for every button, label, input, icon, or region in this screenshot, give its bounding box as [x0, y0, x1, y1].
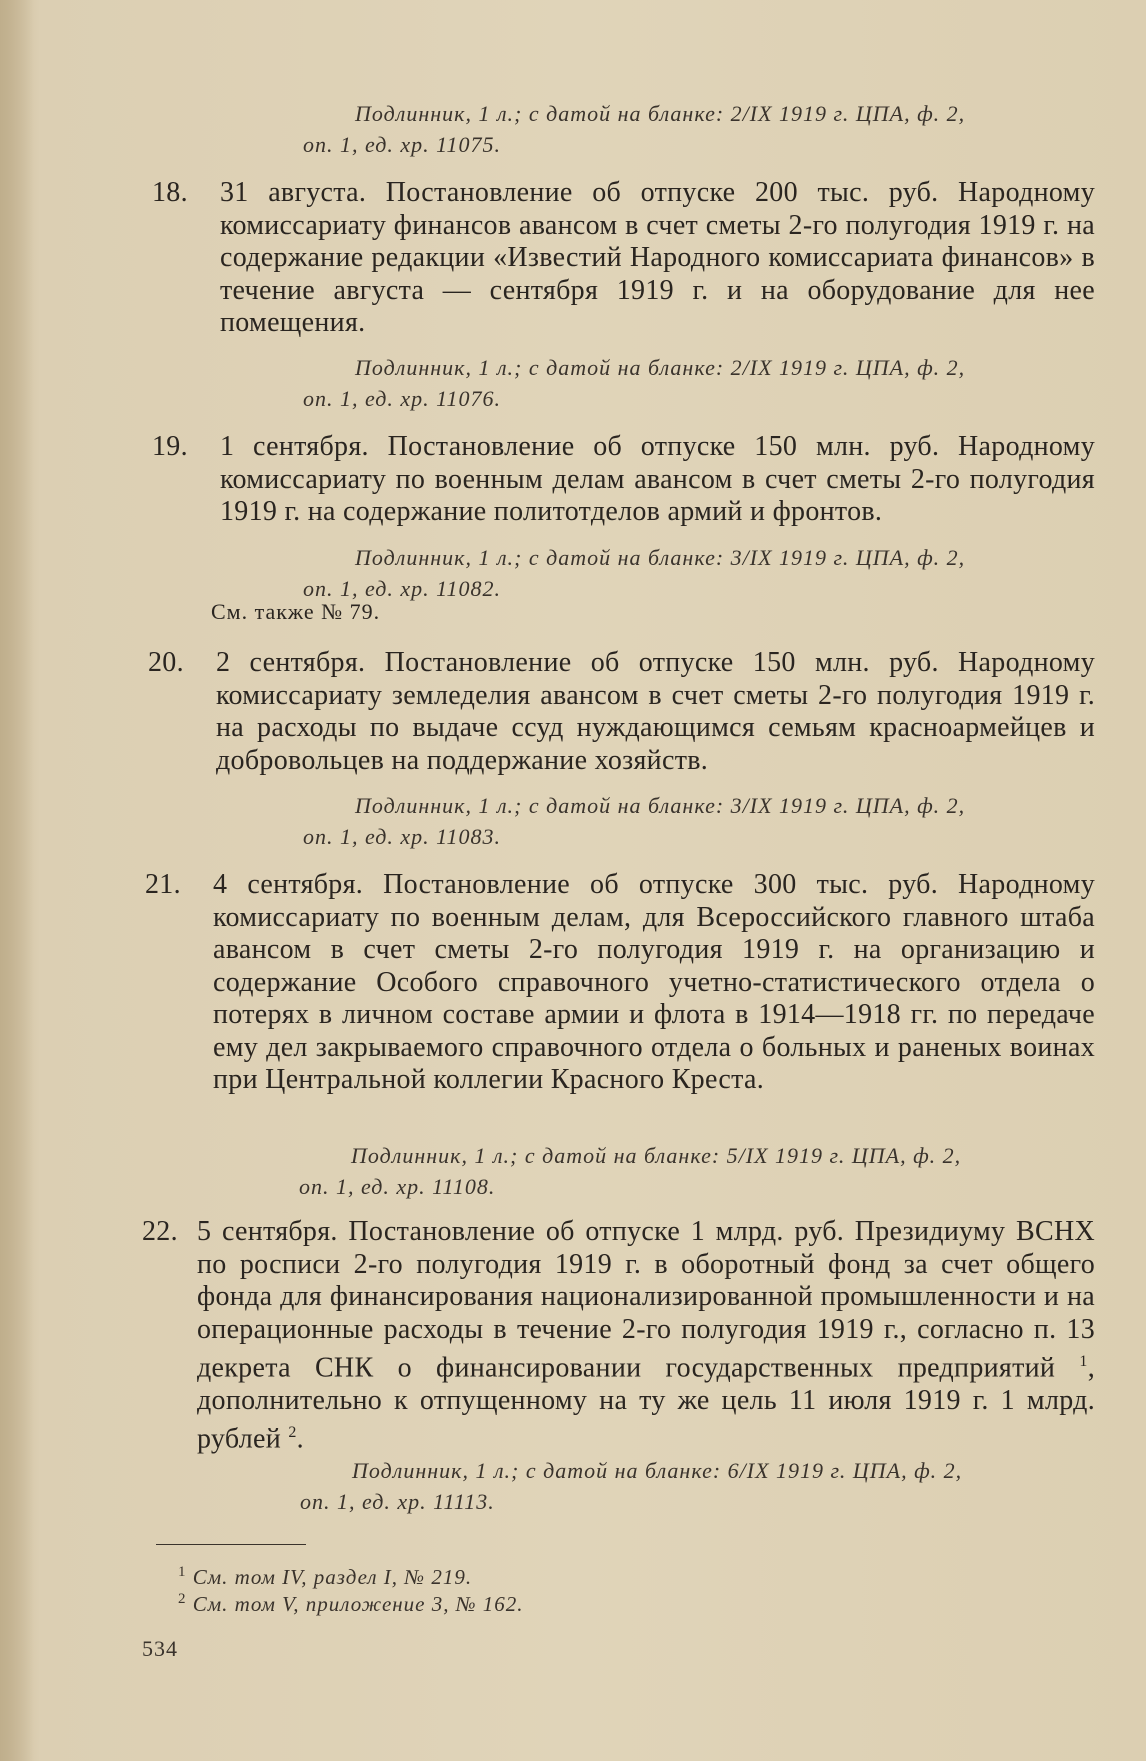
source-citation: Подлинник, 1 л.; с датой на бланке: 5/IX 1919 г. ЦПА, ф. 2, оп. 1, ед. хр. 11108. — [299, 1143, 962, 1199]
source-citation: Подлинник, 1 л.; с датой на бланке: 2/IX 1919 г. ЦПА, ф. 2, оп. 1, ед. хр. 11076. — [303, 355, 966, 411]
entry-number: 21. — [145, 869, 181, 900]
entry-text: 2 сентября. Постановление об отпуске 150 млн. руб. Народному комиссариату земледелия авансом в счет сметы 2-го полугодия 1919 г. на расходы по выдаче ссуд нуждающимся семьям красноармейцев и добровольцев на поддержание хозяйств. — [216, 647, 1095, 776]
entry-18 — [152, 177, 1095, 340]
entry-number: 22. — [142, 1216, 178, 1247]
entry-text: 4 сентября. Постановление об отпуске 300 тыс. руб. Народному комиссариату по военным делам, для Всероссийского главного штаба авансом в счет сметы 2-го полугодия 1919 г. на организацию и содержание Особого справочного учетно-статистического отдела о потерях в личном составе армии и флота в 1914—1918 гг. по передаче ему дел закрываемого справочного отдела о больных и раненых воинах при Центральной коллегии Красного Креста. — [213, 869, 1095, 1095]
entry-20 — [148, 647, 1095, 777]
entry-22 — [142, 1216, 1095, 1456]
entry-number: 18. — [152, 177, 188, 208]
footnote-ref[interactable]: 2 — [288, 1424, 297, 1442]
see-also: См. также № 79. — [211, 599, 381, 624]
source-citation: Подлинник, 1 л.; с датой на бланке: 3/IX 1919 г. ЦПА, ф. 2, оп. 1, ед. хр. 11082. — [303, 545, 966, 601]
entry-text: 1 сентября. Постановление об отпуске 150 млн. руб. Народному комиссариату по военным делам авансом в счет сметы 2-го полугодия 1919 г. на содержание политотделов армий и фронтов. — [220, 431, 1095, 527]
entry-19 — [152, 431, 1095, 529]
entry-number: 20. — [148, 647, 184, 678]
source-citation: Подлинник, 1 л.; с датой на бланке: 3/IX 1919 г. ЦПА, ф. 2, оп. 1, ед. хр. 11083. — [303, 793, 966, 849]
entry-text: 5 сентября. Постановление об отпуске 1 млрд. руб. Президиуму ВСНХ по росписи 2-го полугодия 1919 г. в оборотный фонд за счет общего фонда для финансирования национализированной промышленности и на операционные расходы в течение 2-го полугодия 1919 г., согласно п. 13 декрета СНК о финансировании государственных предприятий $^1$, дополнительно к отпущенному на ту же цель 11 июля 1919 г. 1 млрд. рублей $^2$. — [197, 1216, 1095, 1455]
source-citation: Подлинник, 1 л.; с датой на бланке: 6/IX 1919 г. ЦПА, ф. 2, оп. 1, ед. хр. 11113. — [300, 1458, 963, 1514]
entry-number: 19. — [152, 431, 188, 462]
page-number: 534 — [142, 1636, 178, 1661]
source-citation: Подлинник, 1 л.; с датой на бланке: 2/IX 1919 г. ЦПА, ф. 2, оп. 1, ед. хр. 11075. — [303, 101, 966, 157]
footnote-1: $^1$ См. том IV, раздел I, № 219. — [178, 1564, 473, 1589]
footnote-ref[interactable]: 1 — [1079, 1353, 1088, 1370]
footnote-2: $^2$ См. том V, приложение 3, № 162. — [178, 1591, 524, 1616]
footnote-separator — [156, 1544, 306, 1545]
entry-21 — [145, 869, 1095, 1097]
entry-text: 31 августа. Постановление об отпуске 200 тыс. руб. Народному комиссариату финансов авансом в счет сметы 2-го полугодия 1919 г. на содержание редакции «Известий Народного комиссариата финансов» в течение августа — сентября 1919 г. и на оборудование для нее помещения. — [220, 177, 1095, 338]
